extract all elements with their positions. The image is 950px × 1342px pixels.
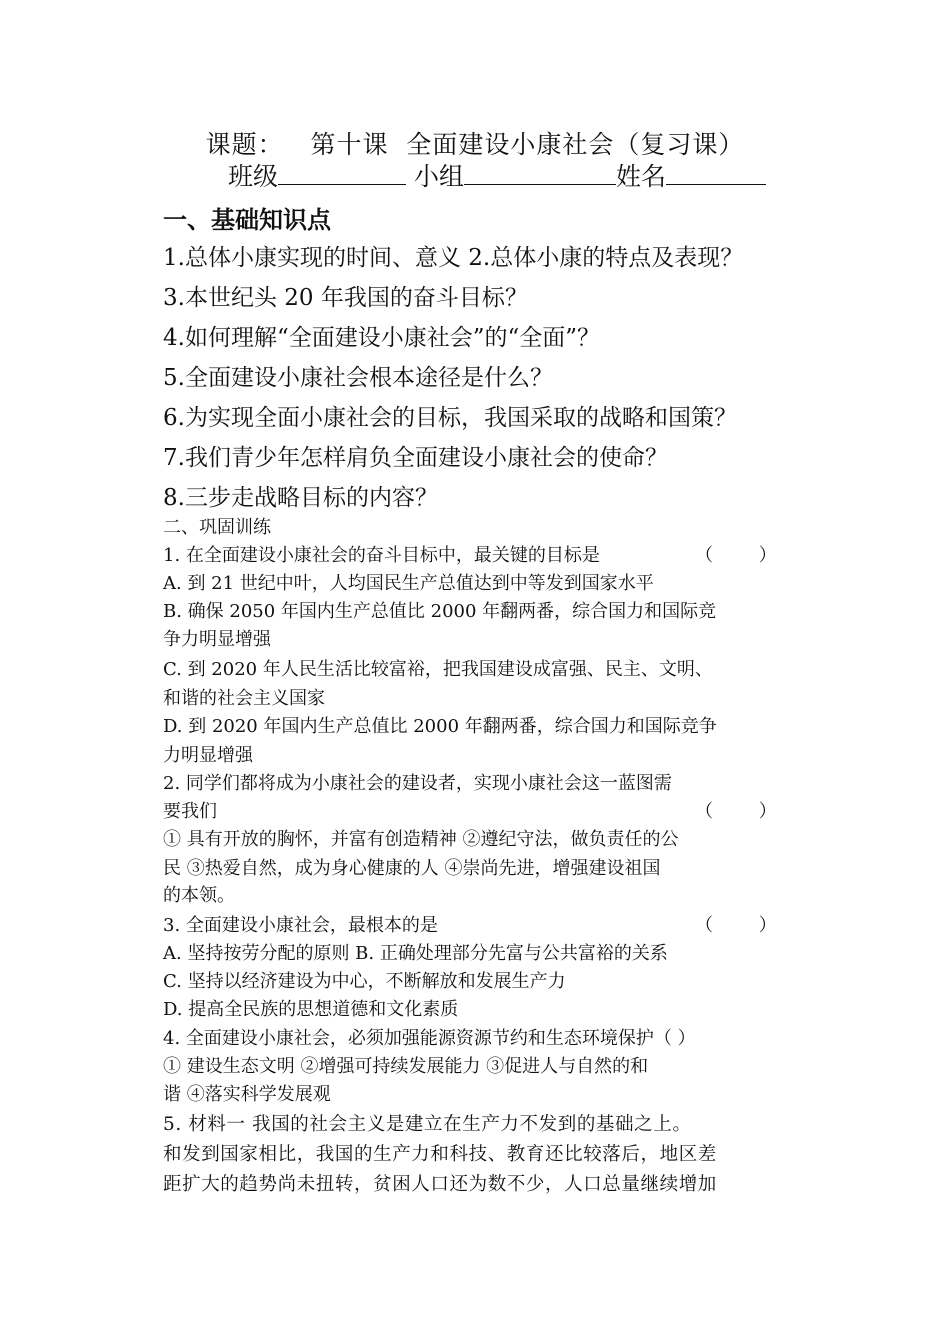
question-1-line: 和谐的社会主义国家: [163, 688, 325, 709]
question-3-line: C. 坚持以经济建设为中心，不断解放和发展生产力: [163, 971, 566, 992]
question-1-line: C. 到 2020 年人民生活比较富裕，把我国建设成富强、民主、文明、: [163, 659, 713, 680]
knowledge-item: 3.本世纪头 20 年我国的奋斗目标？: [163, 285, 528, 311]
question-4-stem: 4. 全面建设小康社会，必须加强能源资源节约和生态环境保护（ ）: [163, 1028, 696, 1049]
answer-parentheses: （ ）: [695, 801, 777, 822]
question-2-line: 的本领。: [163, 885, 235, 906]
name-label: 姓名: [615, 162, 666, 191]
group-label: 小组: [413, 162, 464, 191]
question-5-line: 距扩大的趋势尚未扭转，贫困人口还为数不少，人口总量继续增加: [163, 1174, 717, 1195]
knowledge-item: 4.如何理解“全面建设小康社会”的“全面”？: [163, 325, 600, 351]
question-3-line: A. 坚持按劳分配的原则 B. 正确处理部分先富与公共富裕的关系: [163, 943, 668, 964]
knowledge-item: 7.我们青少年怎样肩负全面建设小康社会的使命？: [163, 445, 668, 471]
question-2-line: 民 ③热爱自然，成为身心健康的人 ④崇尚先进，增强建设祖国: [163, 858, 661, 879]
question-4-line: ① 建设生态文明 ②增强可持续发展能力 ③促进人与自然的和: [163, 1056, 649, 1077]
question-4-line: 谐 ④落实科学发展观: [163, 1084, 331, 1105]
section-heading-basic-knowledge: 一、基础知识点: [163, 206, 331, 234]
answer-parentheses: （ ）: [695, 545, 777, 566]
section-heading-practice: 二、巩固训练: [163, 517, 271, 538]
question-2-line: 要我们 （ ）: [163, 801, 777, 822]
question-1-line: 力明显增强: [163, 745, 253, 766]
name-blank: [666, 160, 766, 185]
knowledge-item: 5.全面建设小康社会根本途径是什么？: [163, 365, 553, 391]
question-1-line: D. 到 2020 年国内生产总值比 2000 年翻两番，综合国力和国际竞争: [163, 716, 717, 737]
question-2-line: 2. 同学们都将成为小康社会的建设者，实现小康社会这一蓝图需: [163, 773, 672, 794]
question-1-line: 争力明显增强: [163, 629, 271, 650]
question-5-line: 和发到国家相比，我国的生产力和科技、教育还比较落后，地区差: [163, 1144, 717, 1165]
question-1-line: A. 到 21 世纪中叶，人均国民生产总值达到中等发到国家水平: [163, 573, 654, 594]
question-3-line: D. 提高全民族的思想道德和文化素质: [163, 999, 459, 1020]
student-info-line: [228, 160, 766, 194]
question-2-line: ① 具有开放的胸怀，并富有创造精神 ②遵纪守法，做负责任的公: [163, 829, 679, 850]
knowledge-item: 1.总体小康实现的时间、意义 2.总体小康的特点及表现？: [163, 245, 744, 271]
class-blank: [278, 160, 406, 185]
question-5-line: 5. 材料一 我国的社会主义是建立在生产力不发到的基础之上。: [163, 1114, 692, 1135]
knowledge-item: 8.三步走战略目标的内容？: [163, 485, 438, 511]
lesson-title: 课题： 第十课 全面建设小康社会（复习课）: [205, 130, 745, 159]
answer-parentheses: （ ）: [695, 915, 777, 936]
class-label: 班级: [228, 162, 279, 191]
knowledge-item: 6.为实现全面小康社会的目标，我国采取的战略和国策？: [163, 405, 737, 431]
question-3-stem: 3. 全面建设小康社会，最根本的是 （ ）: [163, 915, 777, 936]
group-blank: [464, 160, 616, 185]
question-1-line: B. 确保 2050 年国内生产总值比 2000 年翻两番，综合国力和国际竞: [163, 601, 717, 622]
question-1-stem: 1. 在全面建设小康社会的奋斗目标中，最关键的目标是 （ ）: [163, 545, 777, 566]
